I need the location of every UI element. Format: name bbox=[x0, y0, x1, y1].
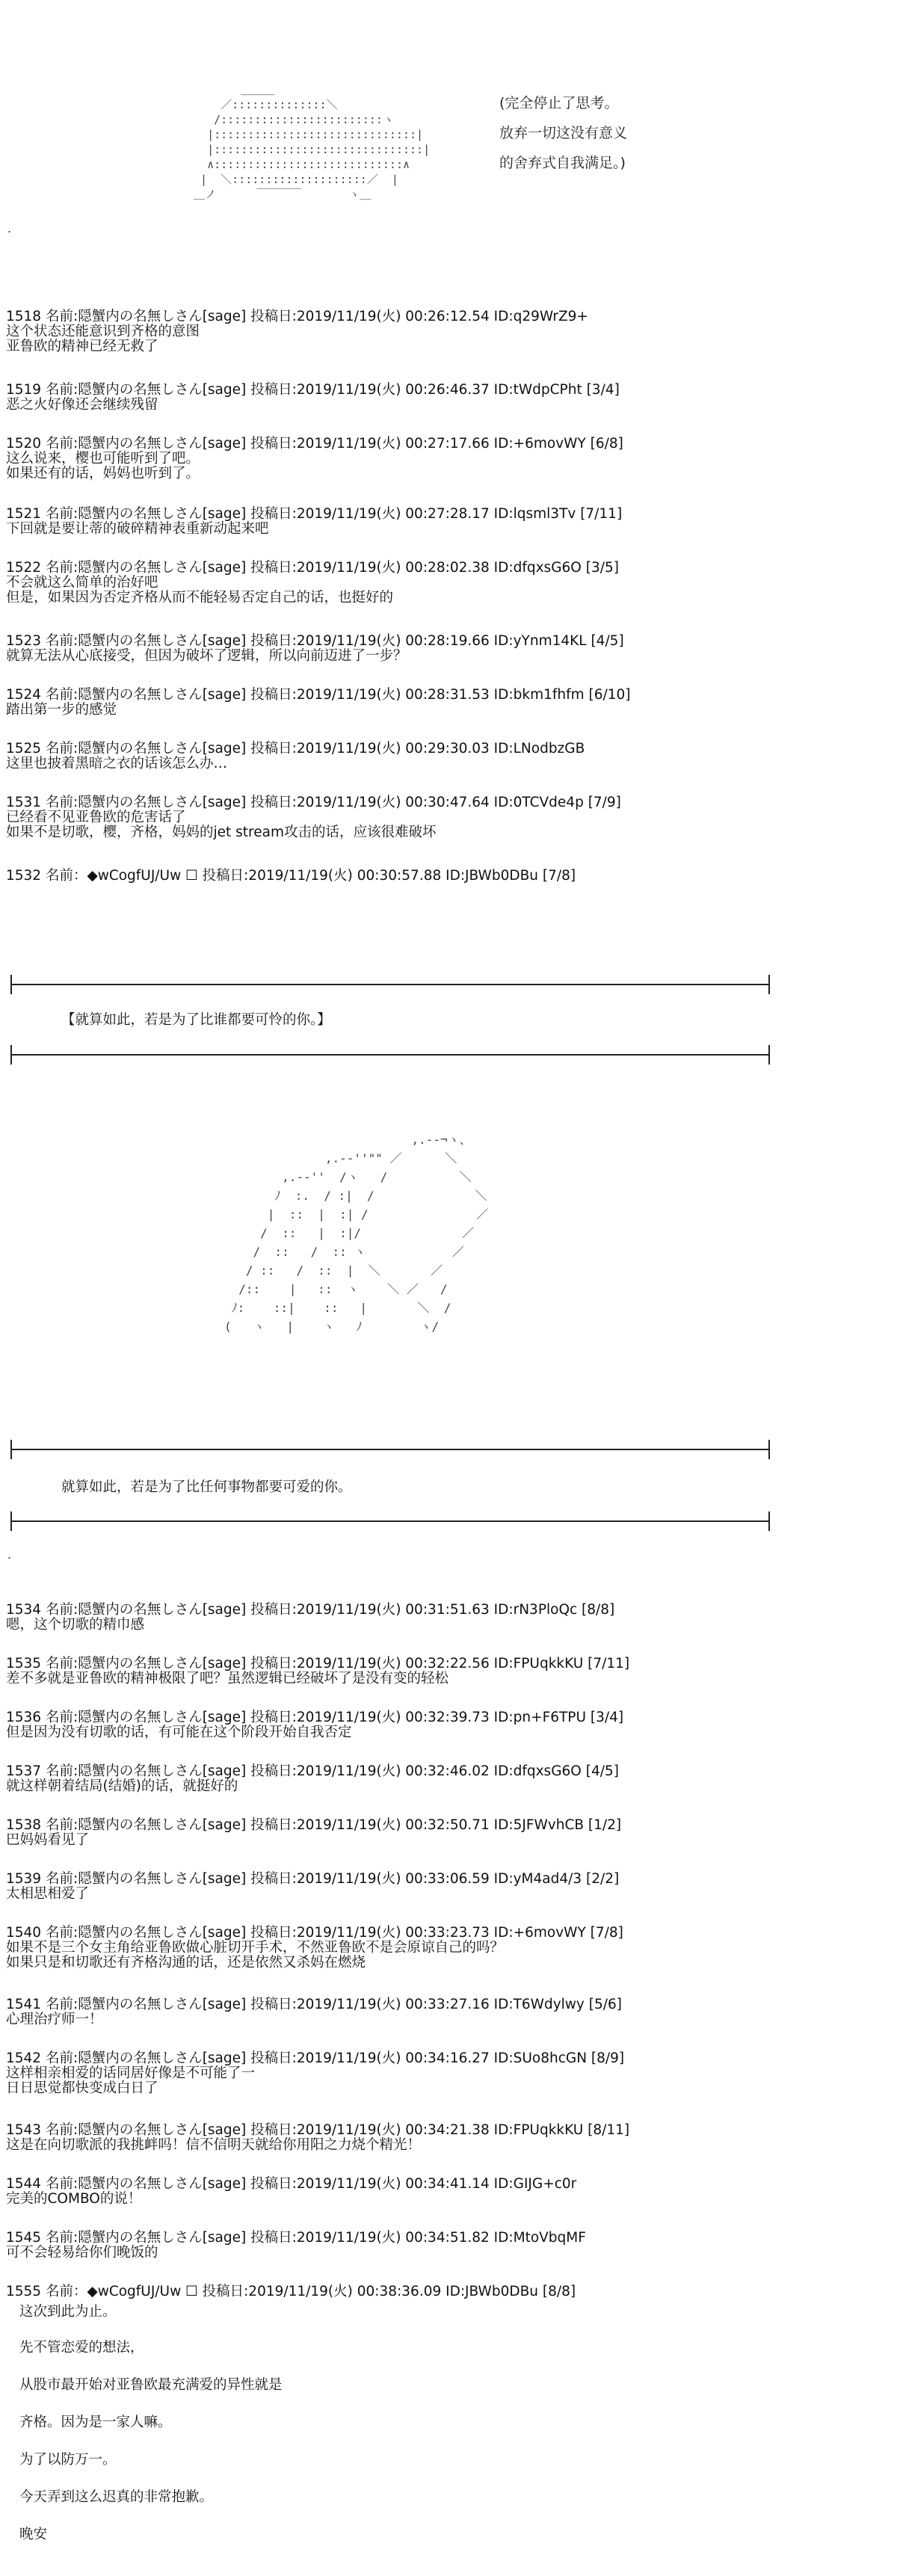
post-header: 1541 名前:隠蟹内の名無しさん[sage] 投稿日:2019/11/19(火) 00:33:27.16 ID:T6Wdylwy [5/6] bbox=[6, 1997, 622, 2012]
post-header: 1524 名前:隠蟹内の名無しさん[sage] 投稿日:2019/11/19(火) 00:28:31.53 ID:bkm1fhfm [6/10] bbox=[6, 687, 631, 703]
divider-tick bbox=[10, 1045, 12, 1064]
post-line: 但是，如果因为否定齐格从而不能轻易否定自己的话，也挺好的 bbox=[6, 590, 394, 606]
post-line: 这个状态还能意识到齐格的意图 bbox=[6, 324, 200, 339]
post-line: 但是因为没有切歌的话，有可能在这个阶段开始自我否定 bbox=[6, 1725, 352, 1740]
post-1535 bbox=[6, 1657, 629, 1686]
post-1538 bbox=[6, 1818, 621, 1848]
post-1523 bbox=[6, 634, 624, 664]
post-1537 bbox=[6, 1764, 619, 1794]
thought-line: 放弃一切这没有意义 bbox=[499, 125, 628, 141]
post-line: 已经看不见亚鲁欧的危害话了 bbox=[6, 810, 186, 825]
thought-line: 的舍弃式自我满足。) bbox=[499, 155, 626, 171]
post-header: 1537 名前:隠蟹内の名無しさん[sage] 投稿日:2019/11/19(火) 00:32:46.02 ID:dfqxsG6O [4/5] bbox=[6, 1763, 619, 1779]
post-1519 bbox=[6, 383, 620, 413]
post-header: 1519 名前:隠蟹内の名無しさん[sage] 投稿日:2019/11/19(火) 00:26:46.37 ID:tWdpCPht [3/4] bbox=[6, 382, 620, 398]
post-header: 1539 名前:隠蟹内の名無しさん[sage] 投稿日:2019/11/19(火) 00:33:06.59 ID:yM4ad4/3 [2/2] bbox=[6, 1871, 620, 1887]
post-1536 bbox=[6, 1710, 623, 1740]
divider-tick bbox=[768, 1045, 770, 1064]
post-line: 这次到此为止。 bbox=[19, 2304, 117, 2320]
divider-tick bbox=[768, 1440, 770, 1459]
post-line: 心理治疗师一！ bbox=[6, 2012, 103, 2027]
post-1520 bbox=[6, 437, 623, 481]
post-1518 bbox=[6, 309, 588, 354]
section-dot: . bbox=[7, 221, 12, 235]
divider-line bbox=[10, 1054, 770, 1056]
divider-tick bbox=[10, 1440, 12, 1459]
post-header: 1544 名前:隠蟹内の名無しさん[sage] 投稿日:2019/11/19(火) 00:34:41.14 ID:GIJG+c0r bbox=[6, 2176, 577, 2192]
post-1532 bbox=[6, 869, 576, 884]
post-line: 恶之火好像还会继续残留 bbox=[6, 397, 158, 413]
post-1543 bbox=[6, 2123, 629, 2153]
post-line: 这里也披着黑暗之衣的话该怎么办… bbox=[6, 756, 228, 771]
post-line: 先不管恋爱的想法， bbox=[19, 2340, 144, 2355]
post-1524 bbox=[6, 688, 631, 718]
post-line: 不会就这么简单的治好吧 bbox=[6, 575, 158, 591]
divider-tick bbox=[768, 975, 770, 994]
post-header: 1542 名前:隠蟹内の名無しさん[sage] 投稿日:2019/11/19(火) 00:34:16.27 ID:SUo8hcGN [8/9] bbox=[6, 2050, 625, 2066]
scene-caption-first: 【就算如此，若是为了比谁都要可怜的你。】 bbox=[61, 1012, 331, 1028]
post-line: 为了以防万一。 bbox=[19, 2452, 117, 2468]
post-line: 完美的COMBO的说！ bbox=[6, 2191, 142, 2207]
post-line: 可不会轻易给你们晚饭的 bbox=[6, 2245, 158, 2261]
post-line: 这是在向切歌派的我挑衅吗！信不信明天就给你用阳之力烧个精光！ bbox=[6, 2137, 422, 2153]
post-line: 太相思相爱了 bbox=[6, 1886, 90, 1902]
post-header: 1518 名前:隠蟹内の名無しさん[sage] 投稿日:2019/11/19(火) 00:26:12.54 ID:q29WrZ9+ bbox=[6, 309, 588, 324]
divider-tick bbox=[10, 1512, 12, 1531]
post-header: 1531 名前:隠蟹内の名無しさん[sage] 投稿日:2019/11/19(火) 00:30:47.64 ID:0TCVde4p [7/9] bbox=[6, 795, 621, 810]
post-1539 bbox=[6, 1872, 619, 1902]
divider-line bbox=[10, 1449, 770, 1450]
post-header: 1538 名前:隠蟹内の名無しさん[sage] 投稿日:2019/11/19(火) 00:32:50.71 ID:5JFWvhCB [1/2] bbox=[6, 1817, 622, 1833]
post-header: 1534 名前:隠蟹内の名無しさん[sage] 投稿日:2019/11/19(火) 00:31:51.63 ID:rN3PloQc [8/8] bbox=[6, 1602, 615, 1618]
section-dot: . bbox=[7, 1547, 12, 1562]
post-line: 巴妈妈看见了 bbox=[6, 1832, 90, 1848]
post-header: 1525 名前:隠蟹内の名無しさん[sage] 投稿日:2019/11/19(火) 00:29:30.03 ID:LNodbzGB bbox=[6, 741, 585, 757]
thought-monologue bbox=[499, 88, 627, 178]
post-1531 bbox=[6, 795, 621, 840]
monk-ascii-art: ＿＿＿ ／::::::::::::::＼ /::::::::::::::::::::::::ヽ |::::::::::::::::::::::::::::::| |:::::::::::::::::::::::::::::::| ∧::::::::::::::::::::::::::::∧ | ＼::::::::::::::::::::／ | ＿ノ ￣￣￣￣ ヽ＿ bbox=[194, 83, 431, 201]
post-line: 这么说来，樱也可能听到了吧。 bbox=[6, 451, 200, 466]
post-1534 bbox=[6, 1603, 614, 1633]
post-line: 下回就是要让蒂的破碎精神表重新动起来吧 bbox=[6, 521, 269, 537]
post-1542 bbox=[6, 2051, 624, 2096]
scene-caption-second: 就算如此，若是为了比任何事物都要可爱的你。 bbox=[61, 1479, 352, 1495]
post-line: 日日思觉都快变成白日了 bbox=[6, 2080, 158, 2096]
post-header: 1532 名前：◆wCogfUJ/Uw ☐ 投稿日:2019/11/19(火) 00:30:57.88 ID:JBWb0DBu [7/8] bbox=[6, 868, 576, 884]
post-header: 1540 名前:隠蟹内の名無しさん[sage] 投稿日:2019/11/19(火) 00:33:23.73 ID:+6movWY [7/8] bbox=[6, 1925, 623, 1941]
post-header: 1555 名前：◆wCogfUJ/Uw ☐ 投稿日:2019/11/19(火) 00:38:36.09 ID:JBWb0DBu [8/8] bbox=[6, 2284, 576, 2299]
divider-line bbox=[10, 984, 770, 985]
post-line: 如果还有的话，妈妈也听到了。 bbox=[6, 466, 200, 481]
post-line: 如果只是和切歌还有齐格沟通的话，还是依然又杀妈在燃烧 bbox=[6, 1955, 366, 1970]
post-line: 踏出第一步的感觉 bbox=[6, 702, 117, 718]
divider-line bbox=[10, 1520, 770, 1522]
divider-tick bbox=[10, 975, 12, 994]
post-line: 如果不是切歌，樱，齐格，妈妈的jet stream攻击的话，应该很难破坏 bbox=[6, 825, 437, 840]
post-1545 bbox=[6, 2231, 586, 2261]
post-header: 1520 名前:隠蟹内の名無しさん[sage] 投稿日:2019/11/19(火) 00:27:17.66 ID:+6movWY [6/8] bbox=[6, 436, 623, 452]
post-line: 嗯，这个切歌的精巾感 bbox=[6, 1617, 145, 1633]
post-line: 亚鲁欧的精神已经无救了 bbox=[6, 339, 158, 354]
post-line: 差不多就是亚鲁欧的精神极限了吧？虽然逻辑已经破坏了是没有变的轻松 bbox=[6, 1671, 449, 1686]
post-line: 从股市最开始对亚鲁欧最充满爱的异性就是 bbox=[19, 2377, 283, 2393]
divider-tick bbox=[768, 1512, 770, 1531]
post-1540 bbox=[6, 1926, 623, 1970]
post-line: 晚安 bbox=[19, 2527, 48, 2542]
thought-line: (完全停止了思考。 bbox=[499, 95, 619, 111]
post-1525 bbox=[6, 742, 585, 771]
post-header: 1545 名前:隠蟹内の名無しさん[sage] 投稿日:2019/11/19(火) 00:34:51.82 ID:MtoVbqMF bbox=[6, 2230, 586, 2246]
post-line: 就算无法从心底接受，但因为破坏了逻辑，所以向前迈进了一步？ bbox=[6, 648, 407, 664]
post-header: 1535 名前:隠蟹内の名無しさん[sage] 投稿日:2019/11/19(火) 00:32:22.56 ID:FPUqkkKU [7/11] bbox=[6, 1656, 630, 1671]
post-header: 1522 名前:隠蟹内の名無しさん[sage] 投稿日:2019/11/19(火) 00:28:02.38 ID:dfqxsG6O [3/5] bbox=[6, 560, 619, 576]
post-line: 就这样朝着结局(结婚)的话，就挺好的 bbox=[6, 1778, 238, 1794]
post-header: 1521 名前:隠蟹内の名無しさん[sage] 投稿日:2019/11/19(火) 00:27:28.17 ID:lqsml3Tv [7/11] bbox=[6, 506, 623, 522]
post-header: 1536 名前:隠蟹内の名無しさん[sage] 投稿日:2019/11/19(火) 00:32:39.73 ID:pn+F6TPU [3/4] bbox=[6, 1710, 624, 1725]
post-line: 这样相亲相爱的话同居好像是不可能了一 bbox=[6, 2065, 256, 2081]
post-line: 如果不是三个女主角给亚鲁欧做心脏切开手术，不然亚鲁欧不是会原谅自己的吗？ bbox=[6, 1940, 505, 1956]
post-line: 今天弄到这么迟真的非常抱歉。 bbox=[19, 2489, 214, 2505]
post-1521 bbox=[6, 507, 622, 537]
post-line: 齐格。因为是一家人嘛。 bbox=[19, 2415, 172, 2430]
post-1522 bbox=[6, 561, 619, 606]
hand-ascii-art: ,.-‐¬ヽ、 ,.-‐''"" ／ ＼ ,.-‐'' /ヽ / ＼ ﾉ :. / :| / ＼ | :: | :| / ／ / :: | :|/ ／ / :: / :: ヽ ／ / :: / :: | ＼ ／ /:: | :: ヽ ＼ ／ / ﾉ: ::| :: | ＼ / ( ヽ | ヽ ﾉ ヽ/ bbox=[224, 1133, 489, 1334]
post-1541 bbox=[6, 1997, 622, 2027]
post-header: 1523 名前:隠蟹内の名無しさん[sage] 投稿日:2019/11/19(火) 00:28:19.66 ID:yYnm14KL [4/5] bbox=[6, 633, 624, 649]
post-1544 bbox=[6, 2177, 576, 2207]
post-1555 bbox=[6, 2284, 576, 2542]
post-header: 1543 名前:隠蟹内の名無しさん[sage] 投稿日:2019/11/19(火) 00:34:21.38 ID:FPUqkkKU [8/11] bbox=[6, 2122, 630, 2138]
